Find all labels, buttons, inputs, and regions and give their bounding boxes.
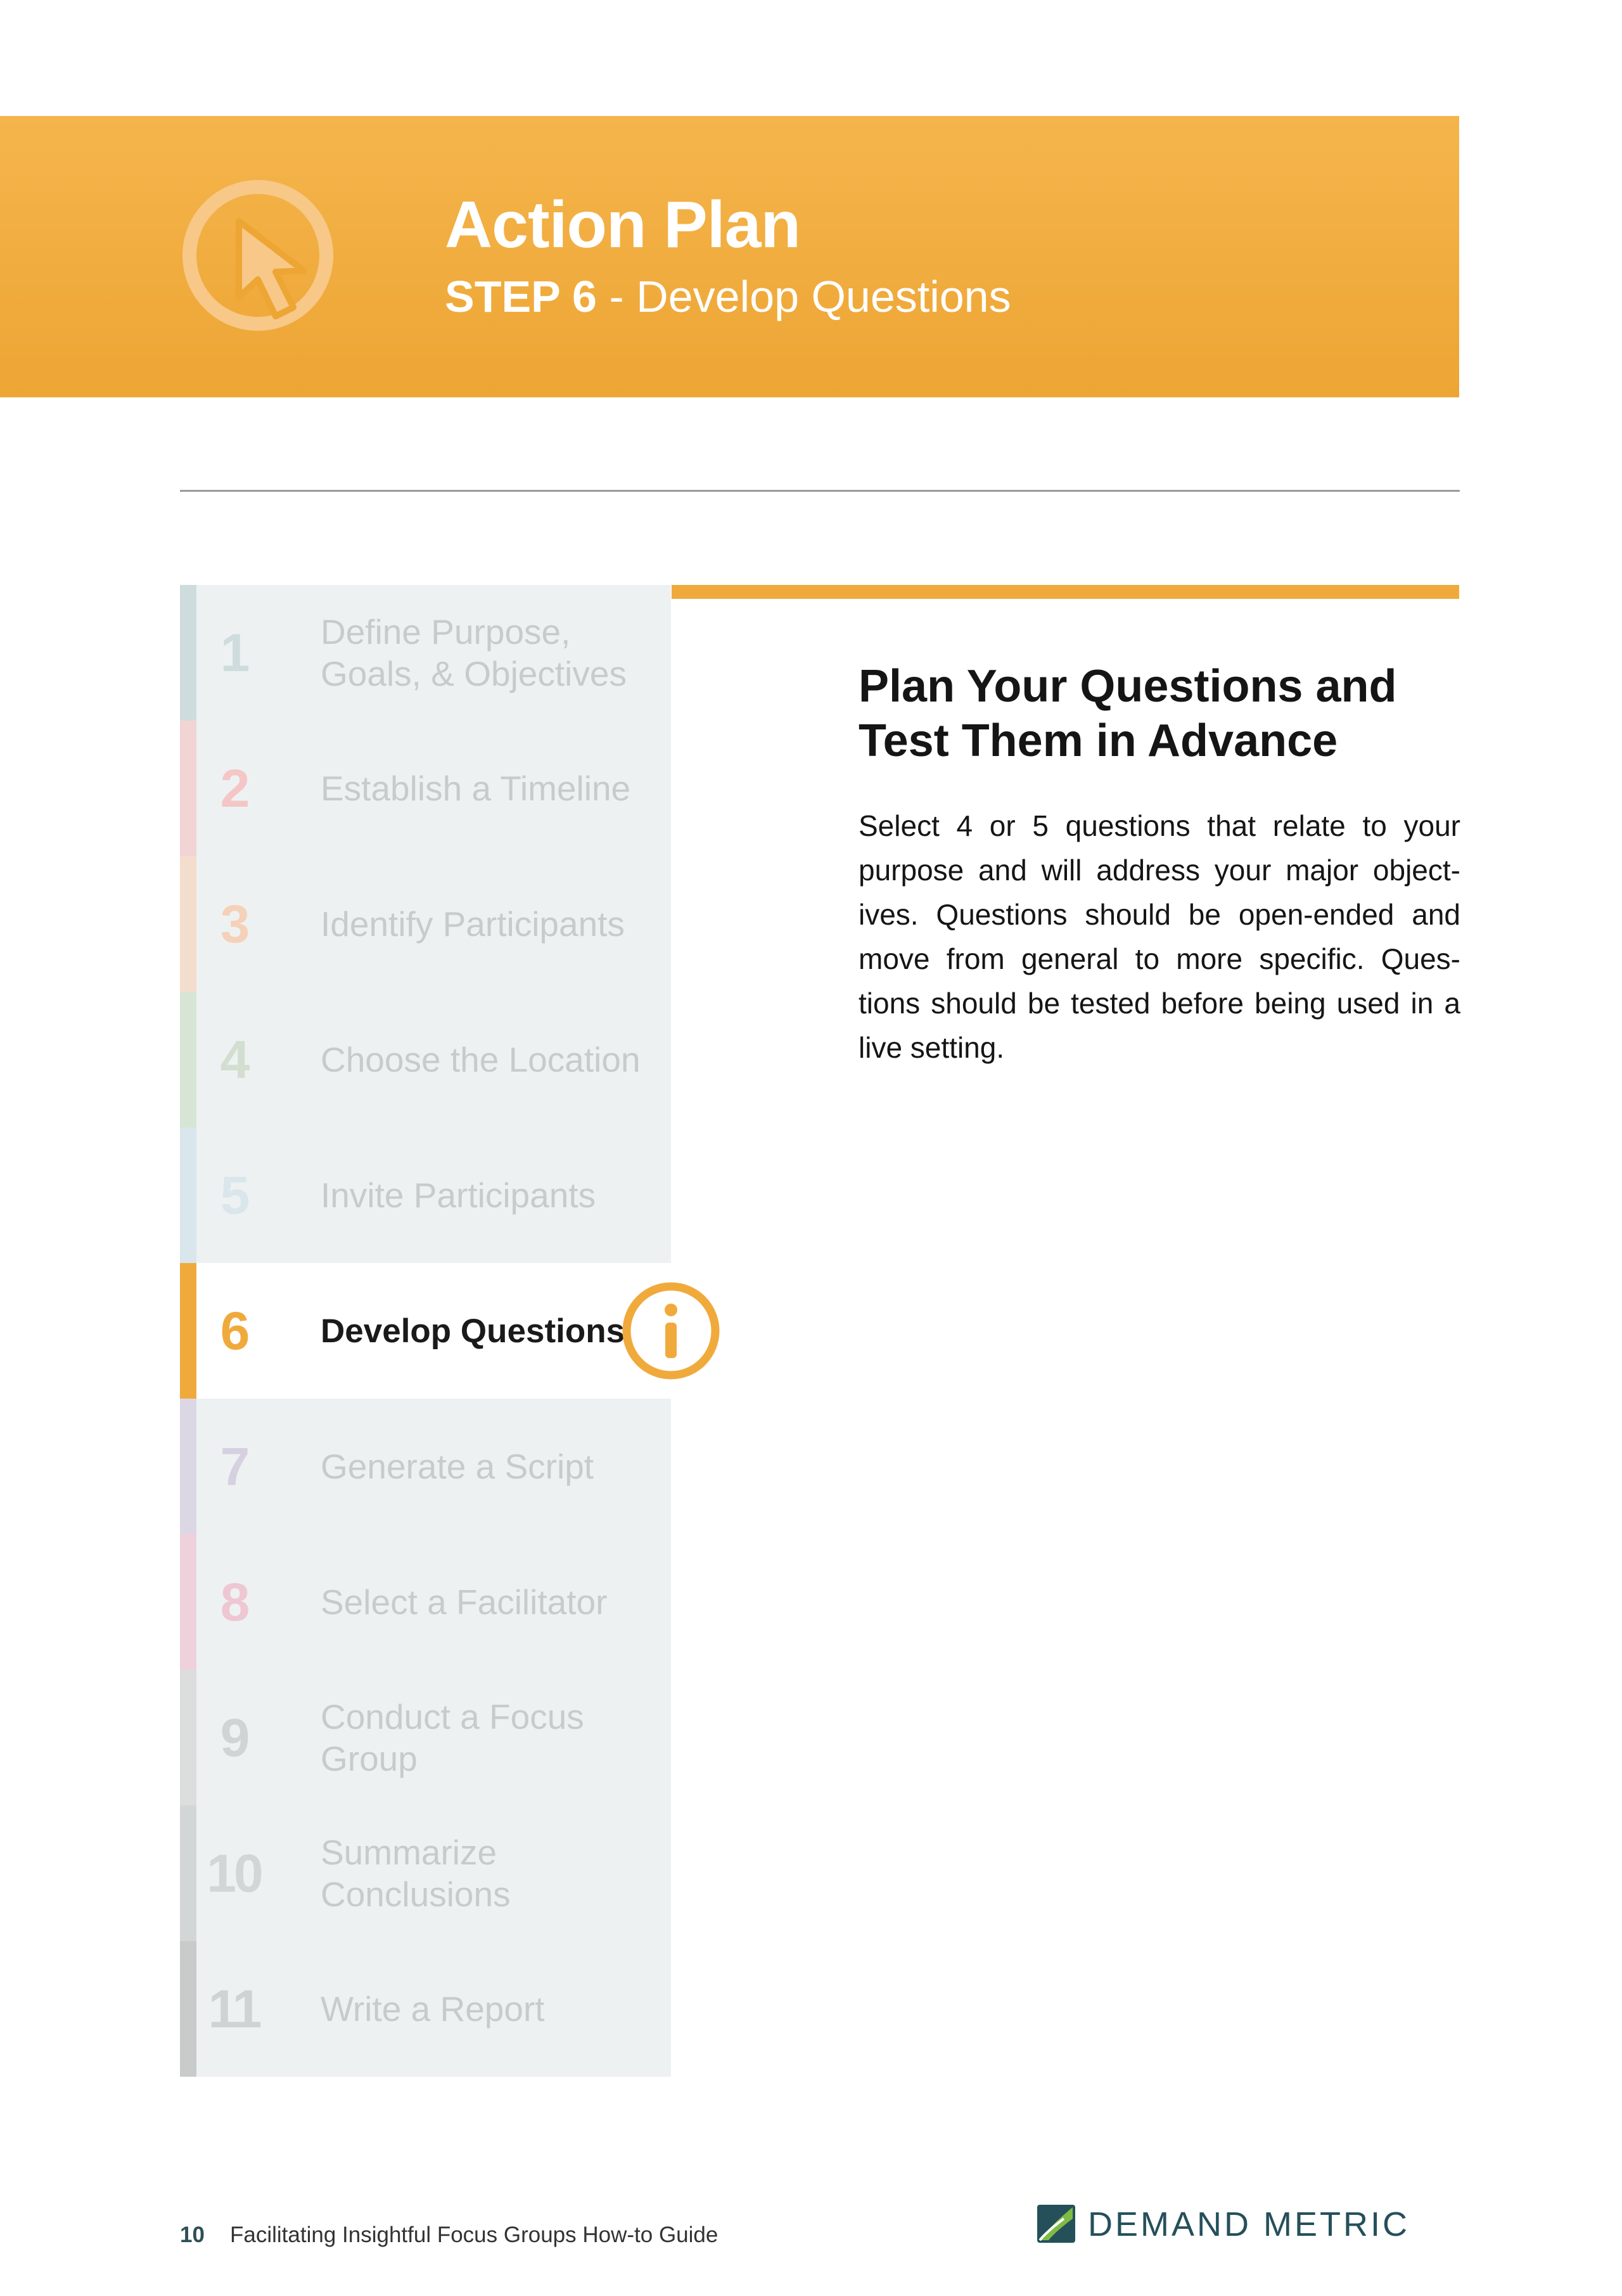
footer-doc-title: Facilitating Insightful Focus Groups How-to Guide bbox=[230, 2222, 718, 2247]
step-number: 9 bbox=[220, 1707, 248, 1767]
step-number: 5 bbox=[220, 1165, 248, 1225]
step-separator: - bbox=[596, 272, 637, 321]
step-item-5[interactable] bbox=[180, 1127, 671, 1263]
step-item-6[interactable] bbox=[180, 1263, 671, 1399]
step-item-2[interactable] bbox=[180, 721, 671, 856]
step-number: 10 bbox=[207, 1843, 261, 1903]
step-label: Select a Facilitator bbox=[321, 1582, 608, 1622]
content-body: Select 4 or 5 questions that relate to your purpose and will address your major object-ives. Questions should be open-ended and move from general to more specific. Ques-tions should be tested before being used in a live setting. bbox=[859, 809, 1460, 1064]
brand-logo bbox=[1036, 2201, 1460, 2247]
step-color-strip bbox=[180, 1534, 196, 1670]
divider bbox=[180, 490, 1460, 492]
step-number: 6 bbox=[220, 1300, 248, 1361]
step-color-strip bbox=[180, 1127, 196, 1263]
step-color-strip bbox=[180, 992, 196, 1127]
page-number: 10 bbox=[180, 2222, 205, 2247]
step-subtitle bbox=[445, 274, 1011, 319]
step-color-strip bbox=[180, 1263, 196, 1399]
step-color-strip bbox=[180, 1805, 196, 1941]
step-navigation bbox=[180, 585, 671, 2077]
step-number: 4 bbox=[220, 1029, 248, 1089]
step-color-strip bbox=[180, 1399, 196, 1534]
step-label: Establish a Timeline bbox=[321, 769, 631, 808]
step-item-1[interactable] bbox=[180, 585, 671, 721]
step-number: 3 bbox=[220, 894, 248, 954]
info-icon[interactable] bbox=[621, 1281, 721, 1381]
step-prefix: STEP 6 bbox=[445, 272, 597, 321]
step-label: Write a Report bbox=[321, 1989, 545, 2029]
cursor-click-icon bbox=[181, 178, 345, 343]
step-item-3[interactable] bbox=[180, 856, 671, 992]
step-color-strip bbox=[180, 856, 196, 992]
step-item-8[interactable] bbox=[180, 1534, 671, 1670]
step-label: Choose the Location bbox=[321, 1040, 641, 1079]
step-label: Generate a Script bbox=[321, 1447, 594, 1486]
step-label: Develop Questions bbox=[321, 1312, 625, 1350]
step-label: Summarize Conclusions bbox=[321, 1833, 511, 1914]
step-item-4[interactable] bbox=[180, 992, 671, 1127]
step-color-strip bbox=[180, 1670, 196, 1805]
step-label: Define Purpose, Goals, & Objectives bbox=[321, 612, 627, 693]
step-number: 11 bbox=[208, 1979, 260, 2039]
step-title: Develop Questions bbox=[636, 272, 1011, 321]
step-color-strip bbox=[180, 585, 196, 721]
step-number: 8 bbox=[220, 1572, 248, 1632]
step-item-9[interactable] bbox=[180, 1670, 671, 1805]
page-title: Action Plan bbox=[445, 188, 801, 262]
step-number: 1 bbox=[220, 622, 248, 683]
accent-divider bbox=[672, 585, 1459, 599]
brand-name: DEMAND METRIC bbox=[1088, 2205, 1410, 2243]
step-label: Conduct a Focus Group bbox=[321, 1697, 584, 1778]
step-item-11[interactable] bbox=[180, 1941, 671, 2077]
header-banner bbox=[0, 116, 1459, 397]
step-label: Invite Participants bbox=[321, 1176, 596, 1215]
step-item-10[interactable] bbox=[180, 1805, 671, 1941]
demand-metric-logo-icon bbox=[1036, 2203, 1076, 2244]
content-heading: Plan Your Questions and Test Them in Advance bbox=[859, 661, 1397, 766]
step-color-strip bbox=[180, 1941, 196, 2077]
step-label: Identify Participants bbox=[321, 904, 625, 944]
step-number: 2 bbox=[220, 758, 248, 818]
step-color-strip bbox=[180, 721, 196, 856]
step-item-7[interactable] bbox=[180, 1399, 671, 1534]
step-number: 7 bbox=[220, 1436, 248, 1496]
